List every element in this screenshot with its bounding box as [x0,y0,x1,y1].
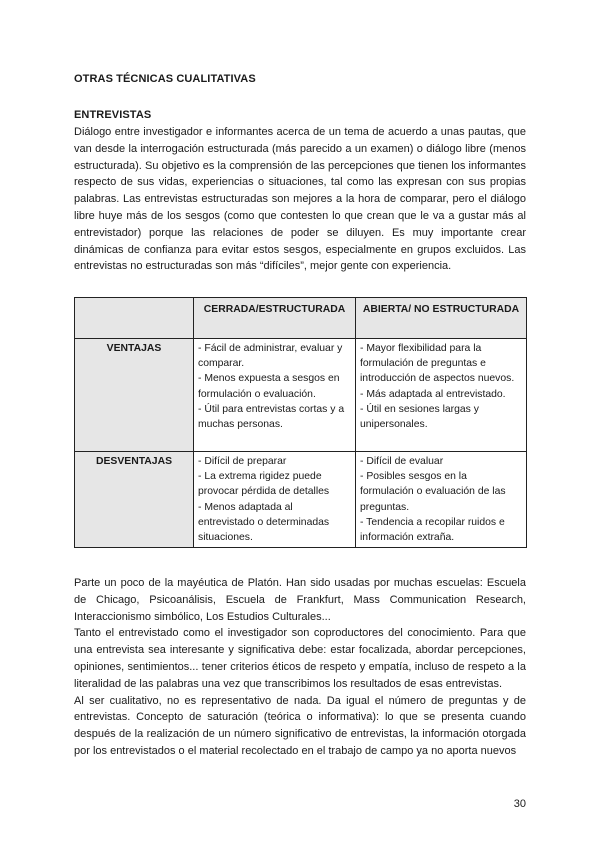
cell-line: - Útil en sesiones largas y unipersonales. [360,403,479,431]
subsection-heading: ENTREVISTAS [74,109,152,121]
cell-line: - Mayor flexibilidad para la formulación de preguntas e introducción de aspectos nuevos. [360,343,515,385]
table-header-empty [75,298,194,339]
cell-line: - Difícil de preparar [198,456,287,467]
section-heading: OTRAS TÉCNICAS CUALITATIVAS [74,73,256,85]
cell-line: - Tendencia a recopilar ruidos e información extraña. [360,516,505,544]
cell-desventajas-abierta [356,452,527,548]
comparison-table [74,297,527,548]
table-header-abierta: ABIERTA/ NO ESTRUCTURADA [356,298,527,339]
intro-paragraph: Diálogo entre investigador e informantes acerca de un tema de acuerdo a unas pautas, que van desde la interrogación estructurada (más parecido a un examen) o diálogo libre (menos estructurada). Su objetivo es la comprensión de las percepciones que tienen los informantes respecto de sus vidas, experiencias o situaciones, tal como las expresan con sus propias palabras. Las entrevistas estructuradas son mejores a la hora de comparar, pero el diálogo libre huye más de los sesgos (como que contesten lo que crean que le va a gustar más al entrevistador) porque las relaciones de poder se diluyen. Es muy importante crear dinámicas de confianza para evitar estos sesgos, especialmente en grupos excluidos. Las entrevistas no estructuradas son más “difíciles”, mejor gente con experiencia. [74,126,526,273]
cell-line: - La extrema rigidez puede provocar pérdida de detalles [198,471,330,498]
paragraph-schools: Parte un poco de la mayéutica de Platón. Han sido usadas por muchas escuelas: Escuela de Chicago, Psicoanálisis, Escuela de Frankfurt, Mass Communication Research, Interaccionismo simbólico, Los Estudios Culturales... [74,577,526,623]
table-header-cerrada: CERRADA/ESTRUCTURADA [194,298,356,339]
cell-line: - Menos expuesta a sesgos en formulación o evaluación. [198,373,340,400]
cell-line: - Útil para entrevistas cortas y a muchas personas. [198,403,345,431]
table-row-ventajas [75,339,527,452]
cell-line: - Fácil de administrar, evaluar y comparar. [198,343,343,370]
paragraph-saturacion: Al ser cualitativo, no es representativo de nada. Da igual el número de preguntas y de entrevistas. Concepto de saturación (teórica o informativa): lo que se presenta cuando después de la realización de un número significativo de entrevistas, la información otorgada por los entrevistados o el material recolectado en el trabajo de campo ya no aporta nuevos [74,694,526,757]
cell-ventajas-abierta [356,339,527,452]
table-row-desventajas [75,452,527,548]
cell-line: - Posibles sesgos en la formulación o evaluación de las preguntas. [360,471,506,513]
paragraph-coproductores: Tanto el entrevistado como el investigador son coproductores del conocimiento. Para que una entrevista sea interesante y significativa debe: estar focalizada, abordar percepciones, opiniones, sentimientos... tener criterios éticos de respeto y empatía, incluso de respeto a la literalidad de las palabras una vez que transcribimos los resultados de esas entrevistas. [74,627,526,690]
cell-ventajas-cerrada [194,339,356,452]
cell-line: - Menos adaptada al entrevistado o determinadas situaciones. [198,501,330,544]
body-text [74,575,526,760]
row-label-ventajas: VENTAJAS [75,339,194,452]
row-label-desventajas: DESVENTAJAS [75,452,194,548]
table-header-row [75,298,527,339]
cell-desventajas-cerrada [194,452,356,548]
cell-line: - Más adaptada al entrevistado. [360,388,506,400]
cell-line: - Difícil de evaluar [360,456,444,467]
page-number: 30 [513,798,526,810]
